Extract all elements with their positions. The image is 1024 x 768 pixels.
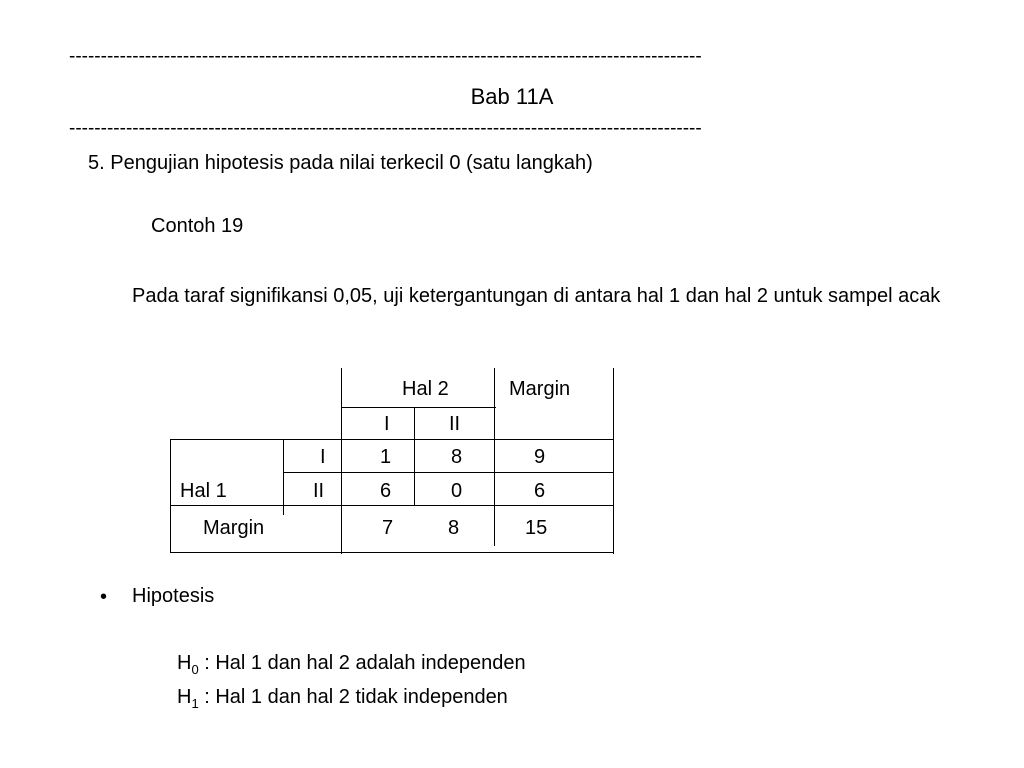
table-cell-margin: 7 [382, 517, 394, 539]
table-cell-total: 15 [525, 517, 548, 539]
table-row-group-header: Hal 1 [180, 480, 227, 502]
table-cell-margin: 8 [448, 517, 460, 539]
table-cell: 8 [451, 446, 463, 468]
hypothesis-h0 [177, 652, 526, 677]
hypothesis-h1 [177, 686, 508, 711]
table-col-group-header: Hal 2 [402, 378, 449, 400]
h1-subscript: 1 [191, 696, 199, 711]
hypothesis-label: Hipotesis [132, 585, 215, 607]
table-margin-header: Margin [509, 378, 571, 400]
table-line [170, 505, 614, 506]
table-line [170, 439, 614, 440]
table-cell-margin: 6 [534, 480, 546, 502]
table-cell-margin: 9 [534, 446, 546, 468]
h0-letter: H [177, 652, 192, 674]
page-title: Bab 11A [470, 84, 554, 109]
section-heading: 5. Pengujian hipotesis pada nilai terkecil 0 (satu langkah) [88, 152, 593, 174]
table-cell: 0 [451, 480, 463, 502]
h0-subscript: 0 [191, 662, 199, 677]
table-cell: 6 [380, 480, 392, 502]
table-line [341, 407, 496, 408]
table-row-label: II [313, 480, 325, 502]
h1-text: : Hal 1 dan hal 2 tidak independen [198, 686, 508, 708]
example-label: Contoh 19 [151, 215, 244, 237]
table-row-label: I [320, 446, 326, 468]
table-line [283, 439, 284, 515]
table-col-label: I [384, 413, 390, 435]
table-line [283, 472, 614, 473]
table-line [494, 368, 495, 546]
table-col-label: II [449, 413, 461, 435]
table-line [414, 408, 415, 506]
h0-text: : Hal 1 dan hal 2 adalah independen [198, 652, 526, 674]
table-line [341, 368, 342, 554]
header-divider-bottom: ---------------------------------------------------------------------------------------------------- [69, 118, 702, 139]
bullet-icon: • [100, 586, 108, 608]
table-line [170, 439, 171, 553]
table-margin-row-label: Margin [203, 517, 265, 539]
table-cell: 1 [380, 446, 392, 468]
header-divider-top: ---------------------------------------------------------------------------------------------------- [69, 46, 702, 67]
problem-text: Pada taraf signifikansi 0,05, uji ketergantungan di antara hal 1 dan hal 2 untuk sampel acak [132, 285, 941, 307]
h1-letter: H [177, 686, 192, 708]
table-line [170, 552, 614, 553]
table-line [613, 368, 614, 554]
